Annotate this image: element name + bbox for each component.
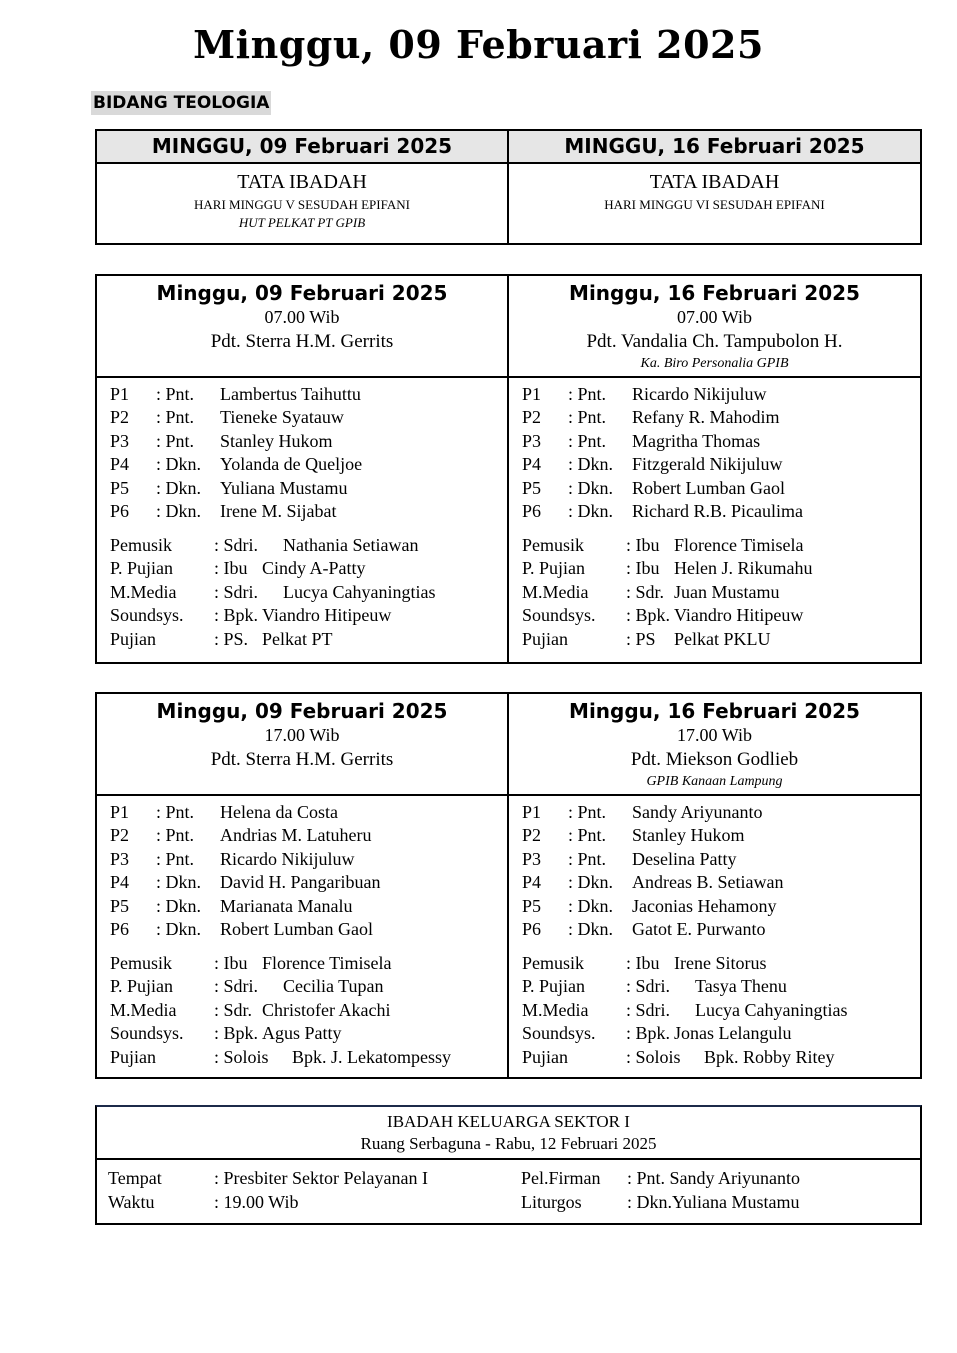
music-row	[110, 557, 503, 580]
service-time: 07.00 Wib	[677, 307, 752, 327]
music-name: Tasya Thenu	[695, 976, 787, 997]
officer-code: P3	[110, 848, 130, 869]
family-service-info-right	[521, 1166, 800, 1214]
service-pastor-note: Ka. Biro Personalia GPIB	[640, 356, 789, 371]
officer-row	[110, 430, 503, 453]
music-name: Bpk. J. Lekatompessy	[292, 1046, 451, 1067]
music-row	[110, 1022, 503, 1045]
officer-code: P2	[110, 407, 130, 428]
music-title: : Sdri.	[626, 999, 671, 1020]
music-team-list	[522, 952, 916, 1069]
officer-row	[110, 918, 503, 941]
officer-title: : Dkn.	[568, 895, 613, 916]
music-name: Helen J. Rikumahu	[674, 558, 813, 579]
music-title: : Ibu	[626, 535, 660, 555]
music-role: M.Media	[110, 999, 177, 1020]
officer-title: : Dkn.	[156, 500, 201, 521]
evening-service-table	[95, 692, 922, 1079]
officer-name: Robert Lumban Gaol	[632, 477, 785, 498]
officer-row	[110, 406, 503, 429]
music-title: : Solois	[214, 1046, 269, 1067]
tata-ibadah-note: HUT PELKAT PT GPIB	[238, 215, 366, 230]
service-time: 07.00 Wib	[264, 307, 340, 327]
officer-title: : Dkn.	[568, 872, 613, 893]
music-name: Pelkat PKLU	[674, 628, 771, 649]
officer-row	[522, 383, 916, 406]
officer-title: : Dkn.	[156, 872, 201, 893]
officer-title: : Pnt.	[156, 384, 195, 404]
service-header	[509, 694, 920, 796]
service-date: Minggu, 16 Februari 2025	[569, 281, 860, 305]
officer-row	[522, 430, 916, 453]
officer-title: : Dkn.	[568, 454, 613, 475]
officer-row	[522, 453, 916, 476]
officer-title: : Dkn.	[568, 500, 613, 521]
officer-row	[110, 871, 503, 894]
music-row	[110, 581, 503, 604]
service-pastor-note: GPIB Kanaan Lampung	[646, 774, 783, 789]
officer-title: : Dkn.	[156, 895, 201, 916]
officer-code: P5	[110, 895, 130, 916]
officer-code: P4	[110, 454, 130, 475]
tata-ibadah-right	[509, 131, 920, 243]
music-name: Lucya Cahyaningtias	[695, 999, 848, 1020]
music-title: : Ibu	[214, 558, 248, 579]
service-pastor: Pdt. Sterra H.M. Gerrits	[210, 749, 394, 770]
officer-row	[110, 848, 503, 871]
page-title: Minggu, 09 Februari 2025	[193, 22, 764, 67]
music-name: Christofer Akachi	[262, 999, 391, 1020]
officer-title: : Pnt.	[156, 407, 195, 428]
service-header	[509, 276, 920, 378]
date-header: MINGGU, 09 Februari 2025	[97, 131, 507, 164]
officer-code: P1	[522, 802, 542, 822]
music-row	[522, 581, 916, 604]
officer-title: : Pnt.	[568, 430, 607, 451]
music-row	[110, 604, 503, 627]
officer-name: Andrias M. Latuheru	[220, 825, 372, 846]
officer-title: : Dkn.	[568, 477, 613, 498]
officer-code: P6	[110, 500, 130, 521]
officers-list	[110, 383, 503, 523]
music-role: Pemusik	[110, 953, 173, 973]
service-column-left	[97, 276, 509, 662]
officer-row	[522, 824, 916, 847]
music-team-list	[522, 534, 916, 651]
music-role: P. Pujian	[110, 558, 174, 579]
officer-title: : Pnt.	[156, 848, 195, 869]
officer-title: : Pnt.	[156, 802, 195, 822]
officer-name: Fitzgerald Nikijuluw	[632, 454, 783, 475]
music-role: M.Media	[522, 581, 589, 602]
officer-title: : Pnt.	[568, 802, 607, 822]
music-name: Cecilia Tupan	[283, 976, 384, 997]
officer-row	[522, 500, 916, 523]
music-role: Pujian	[110, 628, 157, 649]
officer-row	[110, 824, 503, 847]
music-title: : Sdri.	[214, 581, 259, 602]
officer-row	[110, 801, 503, 824]
officer-name: David H. Pangaribuan	[220, 872, 381, 893]
music-row	[522, 534, 916, 557]
officer-code: P1	[110, 802, 130, 822]
music-title: : Bpk.	[626, 1023, 671, 1044]
music-row	[522, 628, 916, 651]
service-column-right	[509, 694, 920, 1077]
officer-title: : Dkn.	[156, 454, 201, 475]
music-title: : Bpk.	[626, 605, 671, 626]
info-row	[521, 1166, 800, 1190]
officer-name: Richard R.B. Picaulima	[632, 500, 803, 521]
service-pastor: Pdt. Miekson Godlieb	[630, 749, 799, 770]
tata-ibadah-subtitle: HARI MINGGU V SESUDAH EPIFANI	[194, 197, 410, 212]
service-time: 17.00 Wib	[264, 725, 340, 745]
officer-code: P4	[522, 454, 542, 475]
music-name: Florence Timisela	[674, 535, 804, 555]
music-name: Pelkat PT	[262, 628, 333, 649]
music-name: Florence Timisela	[262, 953, 392, 973]
music-row	[522, 557, 916, 580]
officer-name: Gatot E. Purwanto	[632, 918, 766, 939]
tata-ibadah-subtitle: HARI MINGGU VI SESUDAH EPIFANI	[604, 197, 825, 212]
music-name: Jonas Lelangulu	[674, 1023, 792, 1044]
tata-ibadah-title: TATA IBADAH	[237, 171, 367, 193]
info-row	[108, 1190, 428, 1214]
music-name: Viandro Hitipeuw	[262, 605, 392, 626]
officer-row	[522, 918, 916, 941]
family-service-title: IBADAH KELUARGA SEKTOR I	[387, 1112, 630, 1131]
officer-name: Ricardo Nikijuluw	[632, 384, 767, 404]
music-team-list	[110, 534, 503, 651]
music-row	[522, 1022, 916, 1045]
info-label: Tempat	[108, 1168, 162, 1188]
music-row	[522, 604, 916, 627]
officer-row	[110, 383, 503, 406]
music-row	[522, 975, 916, 998]
music-title: : Sdr.	[214, 999, 253, 1020]
music-role: M.Media	[522, 999, 589, 1020]
officer-name: Irene M. Sijabat	[220, 500, 337, 521]
officer-code: P5	[522, 477, 542, 498]
officer-title: : Pnt.	[156, 825, 195, 846]
music-team-list	[110, 952, 503, 1069]
officer-title: : Pnt.	[568, 825, 607, 846]
officer-name: Stanley Hukom	[220, 430, 333, 451]
music-role: Soundsys.	[522, 605, 596, 626]
service-time: 17.00 Wib	[677, 725, 752, 745]
section-label: BIDANG TEOLOGIA	[93, 93, 270, 113]
music-title: : Ibu	[214, 953, 248, 973]
service-date: Minggu, 09 Februari 2025	[156, 281, 448, 305]
music-title: : Solois	[626, 1046, 681, 1067]
music-role: Soundsys.	[110, 605, 184, 626]
officer-title: : Dkn.	[568, 918, 613, 939]
music-role: Soundsys.	[110, 1023, 184, 1044]
officer-name: Sandy Ariyunanto	[632, 802, 763, 822]
music-name: Bpk. Robby Ritey	[704, 1046, 835, 1067]
music-role: M.Media	[110, 581, 177, 602]
service-column-right	[509, 276, 920, 662]
officer-code: P2	[110, 825, 130, 846]
officer-row	[110, 477, 503, 500]
music-role: Pemusik	[522, 535, 585, 555]
officer-code: P3	[522, 848, 542, 869]
officer-code: P5	[522, 895, 542, 916]
music-role: P. Pujian	[110, 976, 174, 997]
music-title: : Ibu	[626, 953, 660, 973]
officer-code: P6	[110, 918, 130, 939]
music-row	[110, 999, 503, 1022]
officer-row	[110, 500, 503, 523]
music-name: Cindy A-Patty	[262, 558, 366, 579]
music-name: Juan Mustamu	[674, 581, 780, 602]
family-service-header	[97, 1107, 920, 1160]
music-title: : Sdri.	[214, 535, 259, 555]
music-title: : Bpk.	[214, 605, 259, 626]
info-label: Waktu	[108, 1192, 155, 1212]
officer-row	[522, 477, 916, 500]
officer-code: P5	[110, 477, 130, 498]
officer-title: : Pnt.	[568, 848, 607, 869]
info-value: : Presbiter Sektor Pelayanan I	[214, 1168, 428, 1188]
officer-row	[110, 895, 503, 918]
music-title: : Sdri.	[626, 976, 671, 997]
officer-code: P4	[522, 872, 542, 893]
officers-list	[522, 383, 916, 523]
music-title: : Bpk.	[214, 1023, 259, 1044]
officer-name: Yolanda de Queljoe	[220, 454, 363, 475]
music-role: P. Pujian	[522, 976, 586, 997]
officer-name: Helena da Costa	[220, 802, 338, 822]
music-name: Nathania Setiawan	[283, 535, 419, 555]
officer-name: Ricardo Nikijuluw	[220, 848, 355, 869]
date-header: MINGGU, 16 Februari 2025	[509, 131, 920, 164]
music-row	[110, 534, 503, 557]
officers-list	[110, 801, 503, 941]
music-role: P. Pujian	[522, 558, 586, 579]
family-service-table	[95, 1105, 922, 1225]
music-name: Lucya Cahyaningtias	[283, 581, 436, 602]
music-title: : Sdr.	[626, 581, 665, 602]
music-title: : PS.	[214, 628, 249, 649]
officers-list	[522, 801, 916, 941]
music-title: : Sdri.	[214, 976, 259, 997]
music-name: Irene Sitorus	[674, 953, 767, 973]
officer-code: P1	[522, 384, 542, 404]
music-role: Pujian	[522, 1046, 569, 1067]
officer-name: Jaconias Hehamony	[632, 895, 777, 916]
info-label: Liturgos	[521, 1192, 582, 1212]
music-row	[522, 999, 916, 1022]
officer-row	[522, 895, 916, 918]
morning-service-table	[95, 274, 922, 664]
tata-ibadah-title: TATA IBADAH	[649, 171, 780, 193]
music-role: Pemusik	[110, 535, 173, 555]
music-row	[110, 628, 503, 651]
officer-code: P6	[522, 918, 542, 939]
officer-row	[522, 871, 916, 894]
officer-row	[522, 801, 916, 824]
officer-code: P3	[522, 430, 542, 451]
officer-name: Deselina Patty	[632, 848, 737, 869]
officer-name: Tieneke Syatauw	[220, 407, 344, 428]
officer-name: Refany R. Mahodim	[632, 407, 780, 428]
officer-code: P2	[522, 407, 542, 428]
info-row	[108, 1166, 428, 1190]
service-pastor: Pdt. Vandalia Ch. Tampubolon H.	[586, 331, 843, 352]
officer-code: P6	[522, 500, 542, 521]
tata-ibadah-table	[95, 129, 922, 245]
officer-name: Robert Lumban Gaol	[220, 918, 373, 939]
officer-code: P2	[522, 825, 542, 846]
officer-row	[110, 453, 503, 476]
service-date: Minggu, 09 Februari 2025	[156, 699, 448, 723]
officer-name: Andreas B. Setiawan	[632, 872, 784, 893]
music-title: : Ibu	[626, 558, 660, 579]
officer-name: Lambertus Taihuttu	[220, 384, 361, 404]
officer-name: Yuliana Mustamu	[220, 477, 348, 498]
music-row	[522, 952, 916, 975]
music-row	[522, 1046, 916, 1069]
officer-title: : Dkn.	[156, 477, 201, 498]
officer-code: P3	[110, 430, 130, 451]
info-row	[521, 1190, 800, 1214]
family-service-subtitle: Ruang Serbaguna - Rabu, 12 Februari 2025	[360, 1134, 657, 1153]
music-row	[110, 952, 503, 975]
officer-code: P1	[110, 384, 130, 404]
tata-ibadah-left	[97, 131, 509, 243]
music-role: Pemusik	[522, 953, 585, 973]
officer-name: Stanley Hukom	[632, 825, 745, 846]
family-service-info-left	[108, 1166, 428, 1214]
music-role: Pujian	[522, 628, 569, 649]
officer-name: Marianata Manalu	[220, 895, 353, 916]
music-role: Soundsys.	[522, 1023, 596, 1044]
officer-title: : Pnt.	[568, 384, 607, 404]
service-header	[97, 694, 507, 796]
service-header	[97, 276, 507, 378]
officer-code: P4	[110, 872, 130, 893]
officer-title: : Pnt.	[156, 430, 195, 451]
info-value: : 19.00 Wib	[214, 1192, 299, 1212]
music-role: Pujian	[110, 1046, 157, 1067]
officer-row	[522, 406, 916, 429]
service-column-left	[97, 694, 509, 1077]
music-row	[110, 975, 503, 998]
officer-title: : Dkn.	[156, 918, 201, 939]
info-value: : Pnt. Sandy Ariyunanto	[627, 1168, 801, 1188]
info-label: Pel.Firman	[521, 1168, 601, 1188]
officer-title: : Pnt.	[568, 407, 607, 428]
service-date: Minggu, 16 Februari 2025	[569, 699, 860, 723]
music-name: Agus Patty	[262, 1023, 342, 1044]
music-name: Viandro Hitipeuw	[674, 605, 804, 626]
info-value: : Dkn.Yuliana Mustamu	[627, 1192, 800, 1212]
music-row	[110, 1046, 503, 1069]
service-pastor: Pdt. Sterra H.M. Gerrits	[210, 331, 394, 352]
music-title: : PS	[626, 628, 656, 649]
officer-row	[522, 848, 916, 871]
officer-name: Magritha Thomas	[632, 430, 761, 451]
